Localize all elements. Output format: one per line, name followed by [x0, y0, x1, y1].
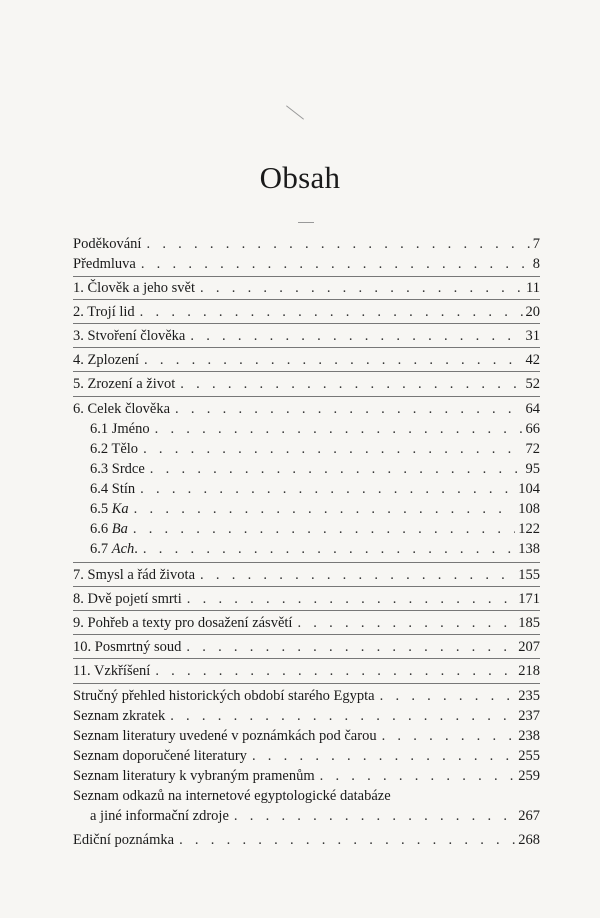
- toc-entry-label-line2: a jiné informační zdroje: [90, 808, 229, 824]
- toc-entry-label: [90, 540, 138, 558]
- toc-entry-page: 8: [532, 256, 540, 272]
- toc-entry-label: Poděkování: [73, 236, 142, 252]
- section-divider: [73, 562, 540, 563]
- dot-leader: [134, 500, 516, 518]
- toc-entry-label: Seznam literatury uvedené v poznámkách pod čarou: [73, 728, 377, 744]
- toc-entry-term: Ach: [111, 541, 135, 557]
- toc-entry: [73, 638, 540, 656]
- section-divider: [73, 276, 540, 277]
- toc-subentry: [90, 540, 540, 558]
- dot-leader: [170, 707, 515, 725]
- toc-entry-label: 8. Dvě pojetí smrti: [73, 591, 182, 607]
- toc-entry-page: 171: [518, 591, 540, 607]
- toc-entry-continuation: [90, 807, 540, 825]
- section-divider: [73, 299, 540, 300]
- toc-entry: [73, 375, 540, 393]
- toc-entry-page: 42: [525, 352, 540, 368]
- toc-entry: [73, 566, 540, 584]
- toc-entry-page: 185: [518, 615, 540, 631]
- toc-entry: [73, 590, 540, 608]
- toc-entry-label: Stručný přehled historických období starého Egypta: [73, 688, 375, 704]
- scan-mark: [298, 222, 314, 223]
- toc-entry-label: Předmluva: [73, 256, 136, 272]
- toc-entry-number: 6.7: [90, 541, 112, 557]
- toc-entry-page: 235: [518, 688, 540, 704]
- toc-entry-page: 218: [518, 663, 540, 679]
- dot-leader: [150, 460, 523, 478]
- dot-leader: [143, 540, 515, 558]
- toc-entry-label: Seznam odkazů na internetové egyptologické databáze: [73, 788, 391, 804]
- toc-entry: [73, 687, 540, 705]
- section-divider: [73, 323, 540, 324]
- toc-entry-label: Ediční poznámka: [73, 832, 175, 848]
- dot-leader: [382, 727, 516, 745]
- dot-leader: [155, 662, 515, 680]
- toc-entry-term: Ba: [111, 521, 128, 537]
- toc-entry-page: 207: [518, 639, 540, 655]
- section-divider: [73, 347, 540, 348]
- toc-entry-label: 4. Zplození: [73, 352, 140, 368]
- toc-subentry: [90, 440, 540, 458]
- toc-entry: [73, 662, 540, 680]
- dot-leader: [141, 255, 530, 273]
- toc-entry-label: Seznam zkratek: [73, 708, 166, 724]
- dot-leader: [380, 687, 516, 705]
- toc-entry-page: 7: [532, 236, 540, 252]
- toc-entry: [73, 235, 540, 253]
- toc-entry-label: 7. Smysl a řád života: [73, 567, 196, 583]
- toc-subentry: [90, 520, 540, 538]
- toc-entry-label: 1. Člověk a jeho svět: [73, 280, 196, 296]
- toc-entry-suffix: .: [134, 541, 138, 557]
- toc-entry-label: 6.1 Jméno: [90, 421, 150, 437]
- toc-entry-page: 64: [525, 401, 540, 417]
- toc-entry-page: 259: [518, 768, 540, 784]
- section-divider: [73, 634, 540, 635]
- toc-entry-term: Ka: [111, 501, 129, 517]
- dot-leader: [187, 590, 516, 608]
- toc-entry: [73, 747, 540, 765]
- toc-entry-label: 6.2 Tělo: [90, 441, 139, 457]
- dot-leader: [175, 400, 522, 418]
- toc-entry-page: 122: [518, 521, 540, 537]
- toc-entry: [73, 400, 540, 418]
- toc-entry-label: 11. Vzkříšení: [73, 663, 151, 679]
- toc-entry-page: 52: [525, 376, 540, 392]
- section-divider: [73, 586, 540, 587]
- dot-leader: [146, 235, 529, 253]
- toc-entry: [73, 351, 540, 369]
- toc-entry-page: 95: [525, 461, 540, 477]
- toc-entry-page: 238: [518, 728, 540, 744]
- dot-leader: [190, 327, 522, 345]
- toc-entry-label: 5. Zrození a život: [73, 376, 176, 392]
- toc-entry-label: 6.4 Stín: [90, 481, 136, 497]
- toc-entry-page: 66: [525, 421, 540, 437]
- dot-leader: [252, 747, 515, 765]
- dot-leader: [140, 480, 515, 498]
- toc-entry-number: 6.6: [90, 521, 112, 537]
- toc-entry: [73, 327, 540, 345]
- toc-entry-label: [90, 520, 128, 538]
- toc-entry-page: 138: [518, 541, 540, 557]
- dot-leader: [144, 351, 522, 369]
- toc-entry-number: 6.5: [90, 501, 112, 517]
- toc-entry-label: Seznam literatury k vybraným pramenům: [73, 768, 315, 784]
- toc-subentry: [90, 480, 540, 498]
- toc-entry-label: Seznam doporučené literatury: [73, 748, 247, 764]
- dot-leader: [200, 279, 523, 297]
- toc-entry-page: 31: [525, 328, 540, 344]
- toc-entry-page: 255: [518, 748, 540, 764]
- scan-mark: [286, 105, 304, 119]
- toc-entry-page: 104: [518, 481, 540, 497]
- toc-entry-page: 237: [518, 708, 540, 724]
- toc-entry: [73, 614, 540, 632]
- section-divider: [73, 610, 540, 611]
- dot-leader: [180, 375, 522, 393]
- toc-entry-page: 267: [518, 808, 540, 824]
- section-divider: [73, 371, 540, 372]
- dot-leader: [179, 831, 515, 849]
- dot-leader: [155, 420, 523, 438]
- toc-entry: [73, 303, 540, 321]
- toc-subentry: [90, 420, 540, 438]
- toc-subentry: [90, 500, 540, 518]
- section-divider: [73, 683, 540, 684]
- toc-entry-label: 6. Celek člověka: [73, 401, 171, 417]
- toc-entry-page: 108: [518, 501, 540, 517]
- toc-entry-page: 72: [525, 441, 540, 457]
- toc-entry-label: 10. Posmrtný soud: [73, 639, 182, 655]
- toc-entry: [73, 279, 540, 297]
- toc-entry-label: 9. Pohřeb a texty pro dosažení zásvětí: [73, 615, 293, 631]
- dot-leader: [297, 614, 515, 632]
- section-divider: [73, 396, 540, 397]
- section-divider: [73, 658, 540, 659]
- toc-entry-label: 6.3 Srdce: [90, 461, 145, 477]
- toc-entry: [73, 255, 540, 273]
- toc-entry: [73, 767, 540, 785]
- toc-entry-page: 155: [518, 567, 540, 583]
- dot-leader: [143, 440, 522, 458]
- toc-entry-label: 3. Stvoření člověka: [73, 328, 186, 344]
- toc-subentry: [90, 460, 540, 478]
- toc-entry: [73, 707, 540, 725]
- dot-leader: [320, 767, 516, 785]
- toc-entry-label: [90, 500, 129, 518]
- toc-entry-page: 20: [525, 304, 540, 320]
- toc-entry: [73, 831, 540, 849]
- page-title: Obsah: [259, 160, 341, 195]
- dot-leader: [140, 303, 523, 321]
- toc-entry: [73, 727, 540, 745]
- dot-leader: [133, 520, 515, 538]
- toc-entry-page: 268: [518, 832, 540, 848]
- toc-entry-label: 2. Trojí lid: [73, 304, 135, 320]
- dot-leader: [200, 566, 515, 584]
- dot-leader: [234, 807, 515, 825]
- dot-leader: [186, 638, 515, 656]
- toc-entry-page: 11: [526, 280, 540, 296]
